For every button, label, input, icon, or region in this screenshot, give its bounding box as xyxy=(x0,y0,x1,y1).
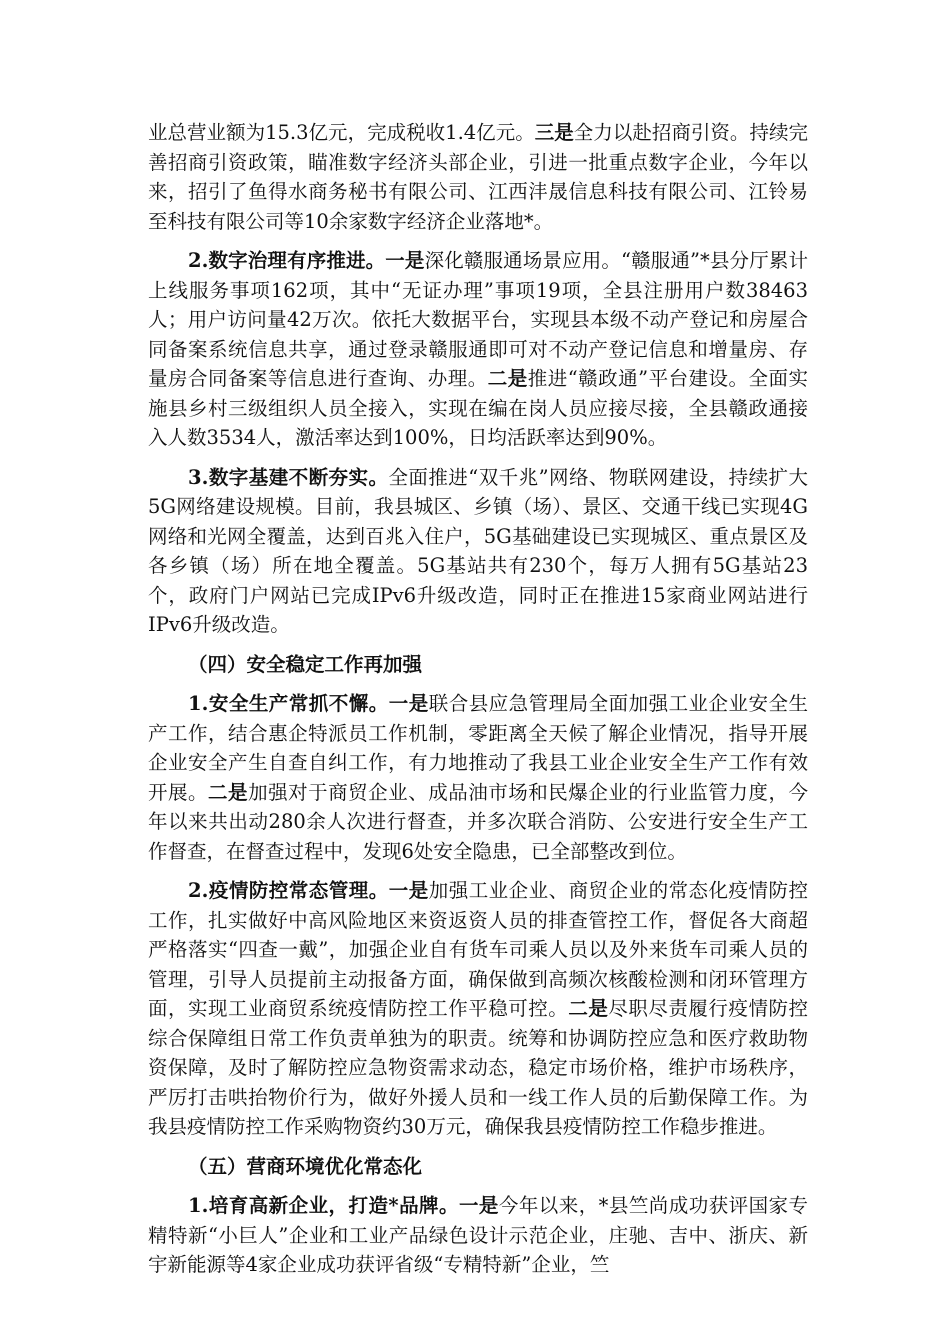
text-segment: 联合县应急管理局全面加强工业企业安全生产工作，结合惠企特派员工作机制，零距离全天候了解企业情况，指导开展企业安全产生自查自纠工作，有力地推动了我县工业企业安全生产工作有效开展。 xyxy=(148,692,808,804)
bold-text-segment: 2.数字治理有序推进。一是 xyxy=(188,249,425,272)
text-segment: 业总营业额为15.3亿元，完成税收1.4亿元。 xyxy=(148,121,535,144)
bold-text-segment: 2.疫情防控常态管理。一是 xyxy=(188,879,429,902)
text-segment: 加强工业企业、商贸企业的常态化疫情防控工作，扎实做好中高风险地区来资返资人员的排查管控工作，督促各大商超严格落实“四查一戴”，加强企业自有货车司乘人员以及外来货车司乘人员的管理，引导人员提前主动报备方面，确保做到高频次核酸检测和闭环管理方面，实现工业商贸系统疫情防控工作平稳可控。 xyxy=(148,879,808,1020)
bold-text-segment: 二是 xyxy=(487,367,528,390)
bold-text-segment: 二是 xyxy=(568,997,609,1020)
paragraph-digital-economy-tail xyxy=(148,118,808,236)
paragraph-digital-governance xyxy=(148,246,808,453)
bold-text-segment: 1.培育高新企业，打造*品牌。一是 xyxy=(188,1194,499,1217)
text-segment: 深化赣服通场景应用。“赣服通”*县分厅累计上线服务事项162项，其中“无证办理”事项19项，全县注册用户数38463人；用户访问量42万次。依托大数据平台，实现县本级不动产登记和房屋合同备案系统信息共享，通过登录赣服通即可对不动产登记信息和增量房、存量房合同备案等信息进行查询、办理。 xyxy=(148,249,808,390)
document-page xyxy=(148,118,808,1290)
text-segment: 尽职尽责履行疫情防控综合保障组日常工作负责单独为的职责。统筹和协调防控应急和医疗救助物资保障，及时了解防控应急物资需求动态，稳定市场价格，维护市场秩序，严厉打击哄抬物价行为，做好外援人员和一线工作人员的后勤保障工作。为我县疫情防控工作采购物资约30万元，确保我县疫情防控工作稳步推进。 xyxy=(148,997,808,1138)
paragraph-epidemic-control xyxy=(148,876,808,1142)
text-segment: 今年以来，*县竺尚成功获评国家专精特新“小巨人”企业和工业产品绿色设计示范企业，庄驰、吉中、浙庆、新宇新能源等4家企业成功获评省级“专精特新”企业，竺 xyxy=(148,1194,808,1276)
bold-text-segment: 二是 xyxy=(208,780,249,804)
bold-text-segment: 3.数字基建不断夯实。 xyxy=(188,465,389,489)
text-segment: 加强对于商贸企业、成品油市场和民爆企业的行业监管力度，今年以来共出动280余人次进行督查，并多次联合消防、公安进行安全生产工作督查，在督查过程中，发现6处安全隐患，已全部整改到位。 xyxy=(148,780,808,863)
bold-text-segment: 1.安全生产常抓不懈。一是 xyxy=(188,692,429,715)
text-segment: 全面推进“双千兆”网络、物联网建设，持续扩大5G网络建设规模。目前，我县城区、乡镇（场）、景区、交通干线已实现4G网络和光网全覆盖，达到百兆入住户，5G基础建设已实现城区、重点景区及各乡镇（场）所在地全覆盖。5G基站共有230个，每万人拥有5G基站23个，政府门户网站已完成IPv6升级改造，同时正在推进15家商业网站进行IPv6升级改造。 xyxy=(148,465,808,636)
paragraph-safety-production xyxy=(148,689,808,866)
paragraph-digital-infrastructure xyxy=(148,463,808,640)
text-segment: 推进“赣政通”平台建设。全面实施县乡村三级组织人员全接入，实现在编在岗人员应接尽接，全县赣政通接入人数3534人，激活率达到100%，日均活跃率达到90%。 xyxy=(148,367,808,449)
section-heading-business-environment: （五）营商环境优化常态化 xyxy=(188,1154,423,1178)
section-heading-safety-stability: （四）安全稳定工作再加强 xyxy=(188,652,423,676)
paragraph-high-tech-enterprises xyxy=(148,1191,808,1280)
bold-text-segment: 三是 xyxy=(534,121,574,144)
text-segment: 全力以赴招商引资。持续完善招商引资政策，瞄准数字经济头部企业，引进一批重点数字企业，今年以来，招引了鱼得水商务秘书有限公司、江西沣晟信息科技有限公司、江铃易至科技有限公司等10余家数字经济企业落地*。 xyxy=(148,121,808,233)
